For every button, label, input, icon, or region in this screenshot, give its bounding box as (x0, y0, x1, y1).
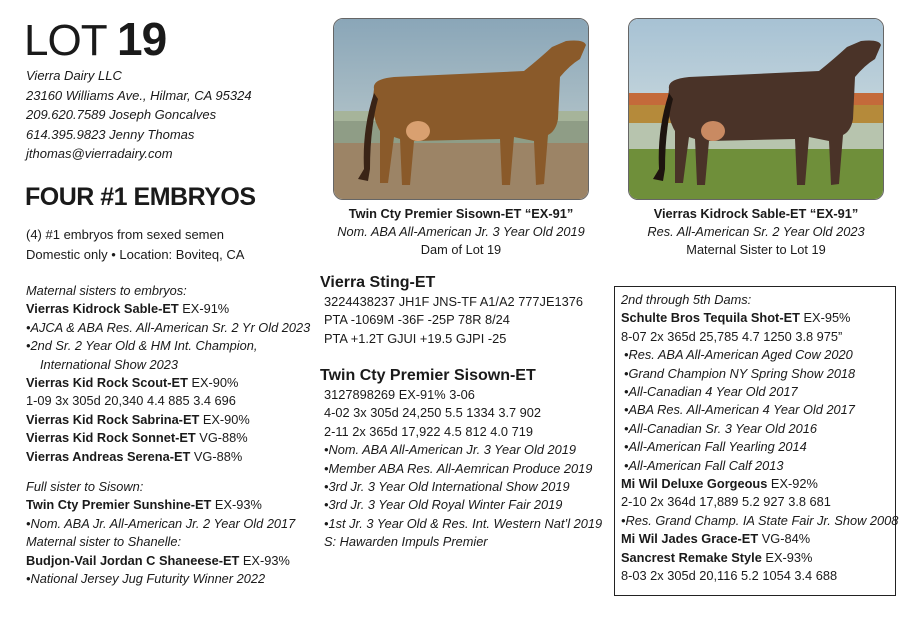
intro-line-2: Domestic only • Location: Boviteq, CA (26, 246, 245, 262)
sister-caption (628, 205, 884, 260)
contact-phone-joseph: 209.620.7589 Joseph Goncalves (26, 107, 217, 123)
dam3-note: •Res. Grand Champ. IA State Fair Jr. Show 2008 (621, 512, 899, 528)
sister-photo-image (629, 19, 884, 200)
shaneese-row: Budjon-Vail Jordan C Shaneese-ET EX-93% (26, 552, 290, 568)
dam2-note: •All-Canadian 4 Year Old 2017 (624, 384, 798, 400)
full-sister-note: •Nom. ABA Jr. All-American Jr. 2 Year Old 2017 (26, 515, 296, 531)
contact-email[interactable]: jthomas@vierradairy.com (26, 146, 173, 162)
dam2-record: 8-07 2x 365d 25,785 4.7 1250 3.8 975” (621, 328, 843, 344)
dams-content (621, 291, 898, 586)
maternal-sisters-block (26, 282, 310, 589)
dam-photo-relation: Dam of Lot 19 (420, 242, 502, 258)
dam5-record: 8-03 2x 305d 20,116 5.2 1054 3.4 688 (621, 568, 838, 584)
dams-label: 2nd through 5th Dams: (621, 292, 752, 307)
dam-note: •1st Jr. 3 Year Old & Res. Int. Western Nat’l 2019 (324, 515, 603, 531)
sire-block (320, 273, 583, 348)
sister-row: Vierras Kid Rock Sabrina-ET EX-90% (26, 411, 250, 427)
sister-row: Vierras Kid Rock Sonnet-ET VG-88% (26, 430, 248, 446)
dam2-note: •Res. ABA All-American Aged Cow 2020 (624, 347, 853, 363)
dam-name: Twin Cty Premier Sisown-ET (320, 367, 536, 384)
dam-note: •Nom. ABA All-American Jr. 3 Year Old 2019 (324, 442, 576, 458)
contact-phone-jenny: 614.395.9823 Jenny Thomas (26, 126, 195, 142)
dam-record: 4-02 3x 305d 24,250 5.5 1334 3.7 902 (324, 405, 542, 421)
sister-photo-title: Res. All-American Sr. 2 Year Old 2023 (647, 224, 865, 240)
dam-photo-title: Nom. ABA All-American Jr. 3 Year Old 2019 (337, 224, 585, 240)
sister-note: International Show 2023 (40, 356, 179, 372)
sister-record: 1-09 3x 305d 20,340 4.4 885 3.4 696 (26, 393, 236, 409)
full-sister-row: Twin Cty Premier Sunshine-ET EX-93% (26, 497, 262, 513)
sister-row: Vierras Kidrock Sable-ET EX-91% (26, 301, 230, 317)
dam-id-line: 3127898269 EX-91% 3-06 (324, 387, 475, 402)
sister-row: Vierras Andreas Serena-ET VG-88% (26, 448, 243, 464)
dam-sire-line: S: Hawarden Impuls Premier (324, 534, 488, 550)
sister-row: Vierras Kid Rock Scout-ET EX-90% (26, 375, 239, 391)
sister-note: •2nd Sr. 2 Year Old & HM Int. Champion, (26, 338, 258, 354)
dam5-row: Sancrest Remake Style EX-93% (621, 549, 813, 565)
contact-company: Vierra Dairy LLC (26, 68, 122, 83)
shaneese-note: •National Jersey Jug Futurity Winner 2022 (26, 571, 266, 587)
sister-photo-relation: Maternal Sister to Lot 19 (686, 242, 826, 258)
sister-photo (628, 18, 884, 200)
sister-note: •AJCA & ABA Res. All-American Sr. 2 Yr Old 2023 (26, 319, 311, 335)
dam4-row: Mi Wil Jades Grace-ET VG-84% (621, 531, 811, 547)
dam2-note: •All-American Fall Calf 2013 (624, 457, 784, 473)
intro-line-1: (4) #1 embryos from sexed semen (26, 227, 224, 242)
dam-block (320, 366, 602, 552)
offering-heading: FOUR #1 EMBRYOS (25, 183, 256, 211)
lot-number: 19 (117, 13, 167, 65)
dam-photo-name: Twin Cty Premier Sisown-ET “EX-91” (348, 206, 574, 221)
dam-note: •Member ABA Res. All-Aemrican Produce 2019 (324, 460, 593, 476)
dam-note: •3rd Jr. 3 Year Old International Show 2019 (324, 479, 570, 495)
lot-title (24, 12, 166, 66)
full-sister-label: Full sister to Sisown: (26, 479, 144, 495)
dam-photo-image (334, 19, 589, 200)
maternal-sisters-label: Maternal sisters to embryos: (26, 283, 187, 298)
dam3-record: 2-10 2x 364d 17,889 5.2 927 3.8 681 (621, 494, 831, 510)
dam-caption (333, 205, 589, 260)
dam-photo (333, 18, 589, 200)
sire-pta-line: PTA -1069M -36F -25P 78R 8/24 (324, 312, 510, 328)
sire-name: Vierra Sting-ET (320, 274, 436, 291)
dam2-note: •All-Canadian Sr. 3 Year Old 2016 (624, 420, 817, 436)
offering-intro (26, 225, 244, 264)
contact-address: 23160 Williams Ave., Hilmar, CA 95324 (26, 87, 252, 103)
dams-box (614, 286, 899, 596)
dam2-row: Schulte Bros Tequila Shot-ET EX-95% (621, 310, 851, 326)
contact-block (26, 66, 252, 164)
dam2-note: •All-American Fall Yearling 2014 (624, 439, 807, 455)
sire-pta-line: PTA +1.2T GJUI +19.5 GJPI -25 (324, 330, 507, 346)
sister-photo-name: Vierras Kidrock Sable-ET “EX-91” (653, 206, 859, 221)
dam2-note: •Grand Champion NY Spring Show 2018 (624, 365, 856, 381)
dam2-note: •ABA Res. All-American 4 Year Old 2017 (624, 402, 855, 418)
dam3-row: Mi Wil Deluxe Gorgeous EX-92% (621, 476, 818, 492)
dam-record: 2-11 2x 365d 17,922 4.5 812 4.0 719 (324, 423, 533, 439)
shanelle-sister-label: Maternal sister to Shanelle: (26, 534, 182, 550)
sire-id-line: 3224438237 JH1F JNS-TF A1/A2 777JE1376 (324, 294, 583, 309)
lot-word: LOT (24, 16, 106, 65)
dam-note: •3rd Jr. 3 Year Old Royal Winter Fair 2019 (324, 497, 563, 513)
